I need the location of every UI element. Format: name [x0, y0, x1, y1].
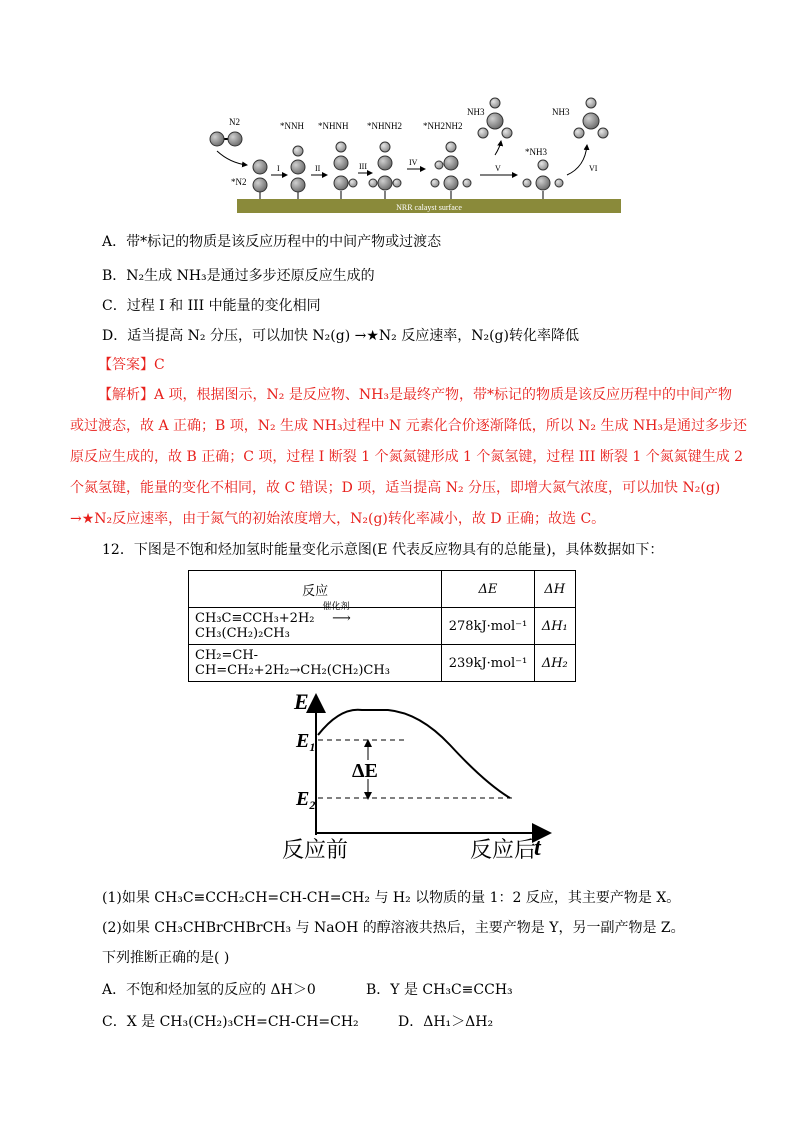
q12-condition-2: (2)如果 CH₃CHBrCHBrCH₃ 与 NaOH 的醇溶液共热后，主要产物是 Y，另一副产物是 Z。: [102, 920, 685, 936]
answer-label: 【答案】: [98, 357, 154, 373]
reaction-cell: CH₂=CH-CH=CH₂+2H₂→CH₂(CH₂)CH₃: [189, 645, 442, 682]
table-header-row: [189, 571, 576, 608]
q11-analysis-line-2: 或过渡态，故 A 正确；B 项，N₂ 生成 NH₃过程中 N 元素化合价逐渐降低，所以 N₂ 生成 NH₃是通过多步还: [70, 418, 748, 434]
delta-e-label: ΔE: [352, 760, 378, 782]
q11-option-b: B．N₂生成 NH₃是通过多步还原反应生成的: [102, 268, 375, 284]
reaction-table: [188, 570, 576, 682]
svg-text:V: V: [495, 164, 501, 173]
q11-option-d: D．适当提高 N₂ 分压，可以加快 N₂(g) →★N₂ 反应速率，N₂(g)转化率降低: [102, 328, 579, 344]
delta-h-cell: ΔH₂: [534, 645, 575, 682]
q11-analysis-line-1: 【解析】A 项，根据图示，N₂ 是反应物、NH₃是最终产物，带*标记的物质是该反应历程中的中间产物: [98, 387, 732, 403]
svg-text:II: II: [315, 164, 321, 173]
q12-question: 下列推断正确的是( ): [102, 950, 230, 966]
q12-stem: 12．下图是不饱和烃加氢时能量变化示意图(E 代表反应物具有的总能量)，具体数据如下：: [102, 542, 664, 558]
e2-label: $E_2$: [296, 788, 316, 812]
svg-text:I: I: [277, 164, 280, 173]
nrr-mechanism-figure: [195, 95, 635, 220]
q12-option-d: D．ΔH₁＞ΔH₂: [398, 1014, 494, 1030]
catalyst-arrow: 催化剂 ⟶: [322, 602, 351, 626]
svg-text:*NH2NH2: *NH2NH2: [423, 121, 463, 131]
q12-option-b: B．Y 是 CH₃C≡CCH₃: [366, 982, 513, 998]
delta-h-cell: ΔH₁: [534, 608, 575, 645]
header-delta-h: ΔH: [534, 571, 575, 608]
svg-text:*NHNH2: *NHNH2: [367, 121, 402, 131]
q12-option-a: A．不饱和烃加氢的反应的 ΔH＞0: [102, 982, 316, 998]
svg-text:NH3: NH3: [467, 107, 485, 117]
surface-label: NRR calayst surface: [396, 203, 462, 212]
svg-text:*NNH: *NNH: [280, 121, 304, 131]
delta-e-cell: 278kJ·mol⁻¹: [442, 608, 534, 645]
x-tick-before: 反应前: [282, 838, 349, 863]
svg-text:N2: N2: [229, 117, 240, 127]
table-row: [189, 645, 576, 682]
svg-text:*N2: *N2: [231, 177, 247, 187]
svg-text:*NHNH: *NHNH: [318, 121, 349, 131]
svg-text:VI: VI: [589, 164, 598, 173]
q11-option-a: A．带*标记的物质是该反应历程中的中间产物或过渡态: [102, 234, 442, 250]
answer-value: C: [154, 357, 165, 373]
q11-analysis-line-4: 个氮氢键，能量的变化不相同，故 C 错误；D 项，适当提高 N₂ 分压，即增大氮气浓度，可以加快 N₂(g): [70, 480, 721, 496]
svg-text:IV: IV: [409, 158, 418, 167]
analysis-label: 【解析】: [98, 387, 154, 403]
q11-option-c: C．过程 I 和 III 中能量的变化相同: [102, 298, 321, 314]
q12-condition-1: (1)如果 CH₃C≡CCH₂CH=CH-CH=CH₂ 与 H₂ 以物质的量 1：2 反应，其主要产物是 X。: [102, 890, 681, 906]
header-delta-e: ΔE: [442, 571, 534, 608]
q12-option-c: C．X 是 CH₃(CH₂)₃CH=CH-CH=CH₂: [102, 1014, 359, 1030]
svg-text:*NH3: *NH3: [525, 147, 547, 157]
x-tick-after: 反应后: [470, 838, 537, 863]
x-axis-label: t: [534, 835, 541, 861]
q11-analysis-line-3: 原反应生成的，故 B 正确；C 项，过程 I 断裂 1 个氮氮键形成 1 个氮氢键，过程 III 断裂 1 个氮氮键生成 2: [70, 449, 744, 465]
e1-label: $E_1$: [296, 730, 316, 754]
delta-e-cell: 239kJ·mol⁻¹: [442, 645, 534, 682]
y-axis-label: E: [294, 689, 309, 714]
header-reaction: 反应: [189, 571, 442, 608]
q11-answer: [98, 355, 165, 375]
energy-curve: [318, 710, 510, 798]
reaction-cell: CH₃C≡CCH₃+2H₂ 催化剂 ⟶CH₃(CH₂)₂CH₃: [189, 608, 442, 645]
svg-text:NH3: NH3: [552, 107, 570, 117]
q11-analysis-line-5: →★N₂反应速率，由于氮气的初始浓度增大，N₂(g)转化率减小，故 D 正确；故选 C。: [70, 511, 606, 527]
table-row: [189, 608, 576, 645]
svg-text:III: III: [359, 162, 367, 171]
